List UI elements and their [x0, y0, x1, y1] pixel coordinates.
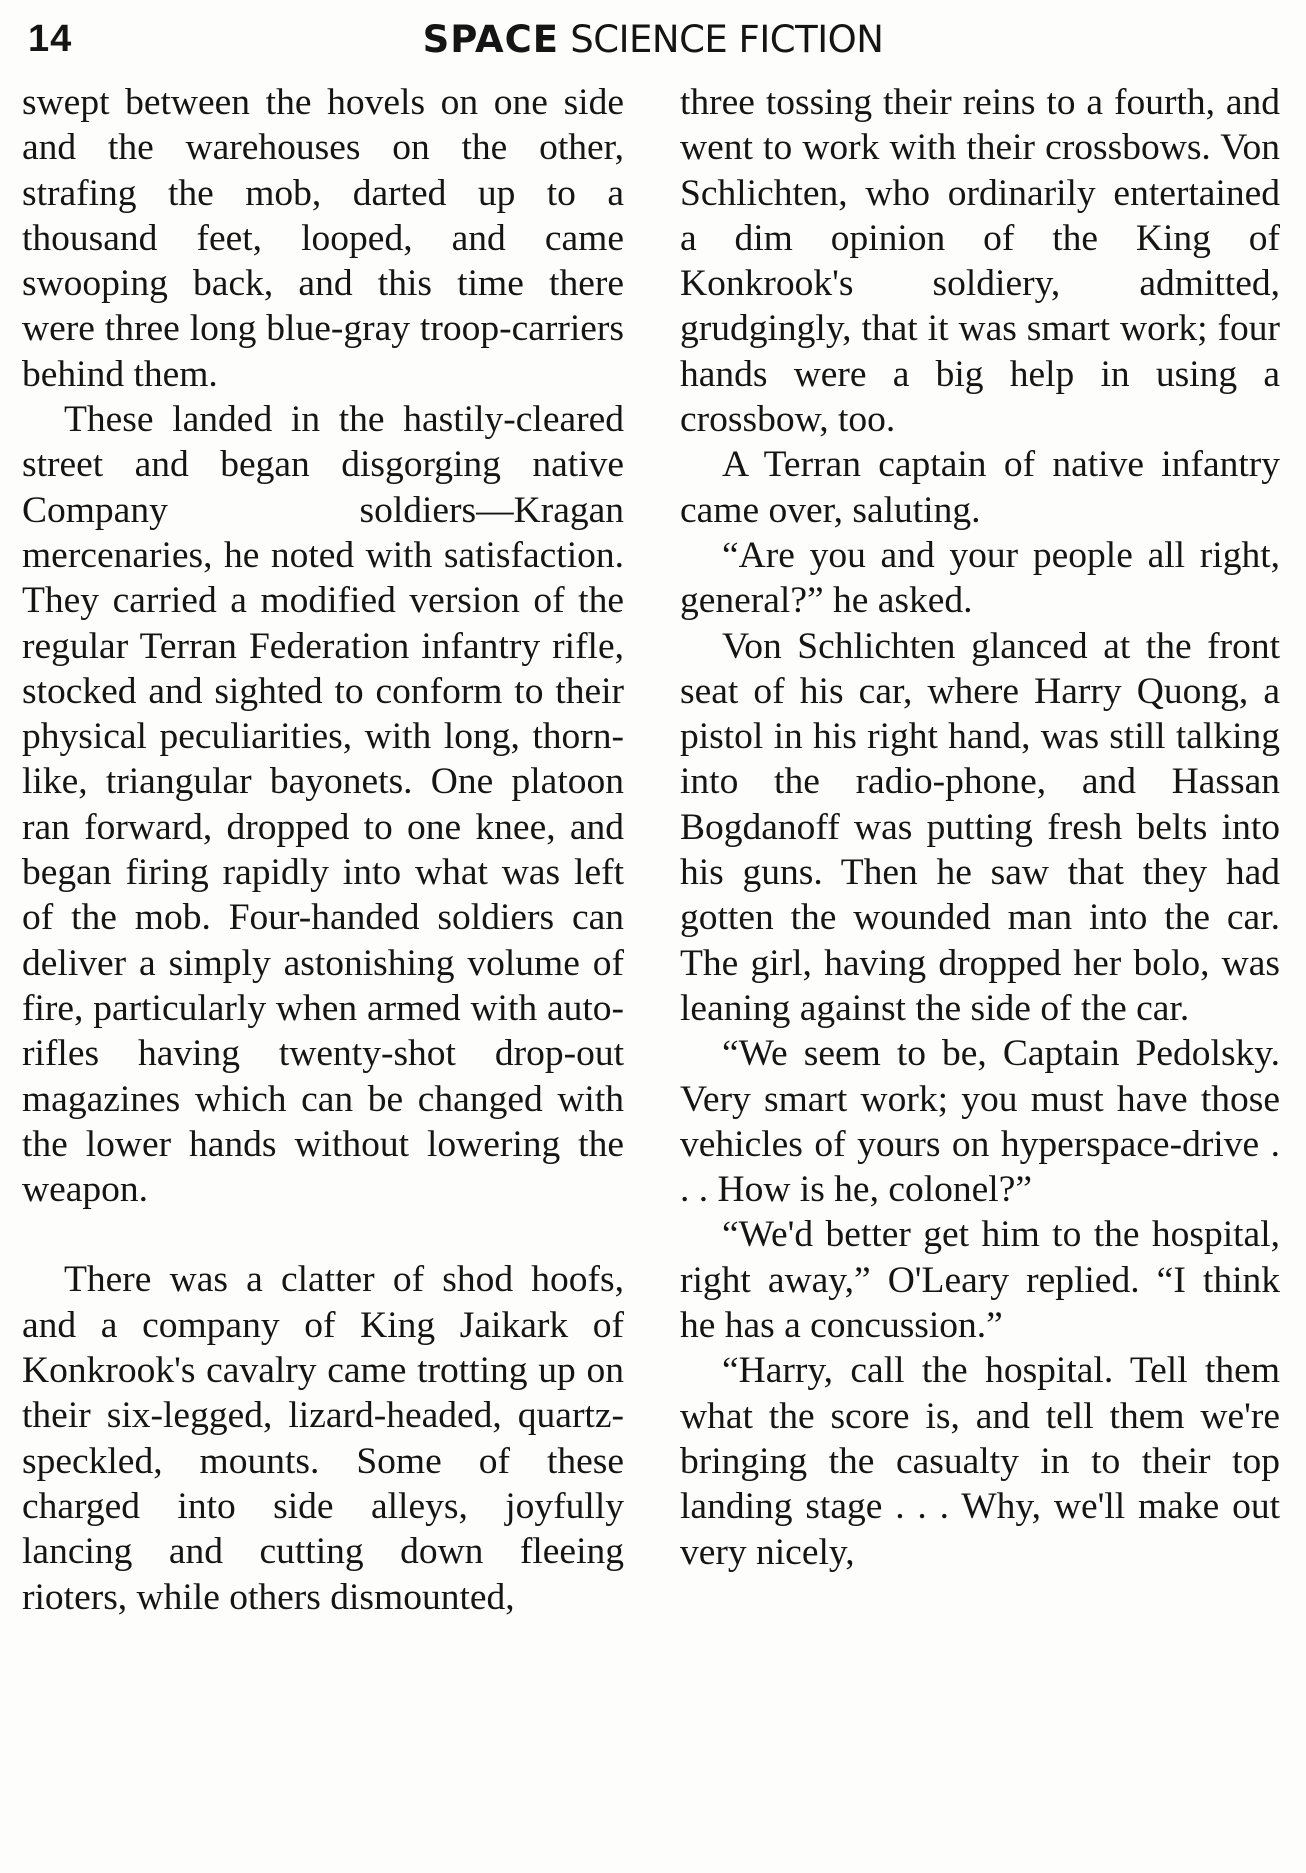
- left-paragraph-2: These landed in the hastily-cleared street and began disgorging native Company soldiers—Kragan mercenaries, he noted with satisfaction. They carried a modified version of the regular Terran Federation infantry rifle, stocked and sighted to conform to their physical peculiarities, with long, thorn-like, triangular bayonets. One platoon ran forward, dropped to one knee, and began firing rapidly into what was left of the mob. Four-handed soldiers can deliver a simply astonishing volume of fire, particularly when armed with auto-rifles having twenty-shot drop-out magazines which can be changed with the lower hands without lowering the weapon.: [22, 399, 624, 1211]
- page-number: 14: [28, 18, 73, 60]
- right-paragraph-7: “Harry, call the hospital. Tell them what the score is, and tell them we're bringing the casualty in to their top landing stage . . . Why, we'll make out very nicely,: [680, 1350, 1280, 1573]
- left-column: [22, 80, 624, 1620]
- running-head: [28, 18, 1278, 61]
- right-column: [680, 80, 1280, 1575]
- right-paragraph-4: Von Schlichten glanced at the front seat of his car, where Harry Quong, a pistol in his right hand, was still talking into the radio-phone, and Hassan Bogdanoff was putting fresh belts into his guns. Then he saw that they had gotten the wounded man into the car. The girl, having dropped her bolo, was leaning against the side of the car.: [680, 625, 1280, 1029]
- right-paragraph-5: “We seem to be, Captain Pedolsky. Very smart work; you must have those vehicles of yours on hyperspace-drive . . . How is he, colonel?”: [680, 1033, 1280, 1211]
- right-paragraph-2: A Terran captain of native infantry came over, saluting.: [680, 444, 1280, 531]
- right-paragraph-6: “We'd better get him to the hospital, right away,” O'Leary replied. “I think he has a concussion.”: [680, 1214, 1280, 1347]
- right-paragraph-1: three tossing their reins to a fourth, and went to work with their crossbows. Von Schlichten, who ordinarily entertained a dim opinion of the King of Konkrook's soldiery, admitted, grudgingly, that it was smart work; four hands were a big help in using a crossbow, too.: [680, 82, 1280, 441]
- right-paragraph-3: “Are you and your people all right, general?” he asked.: [680, 534, 1280, 622]
- magazine-name: SPACE: [422, 18, 560, 61]
- left-paragraph-3: There was a clatter of shod hoofs, and a company of King Jaikark of Konkrook's cavalry came trotting up on their six-legged, lizard-headed, quartz-speckled, mounts. Some of these charged into side alleys, joyfully lancing and cutting down fleeing rioters, while others dismounted,: [22, 1259, 624, 1618]
- page-header: [28, 14, 1278, 74]
- left-paragraph-1: swept between the hovels on one side and the warehouses on the other, strafing the mob, darted up to a thousand feet, looped, and came swooping back, and this time there were three long blue-gray troop-carriers behind them.: [22, 82, 624, 395]
- section-title: SCIENCE FICTION: [570, 18, 884, 61]
